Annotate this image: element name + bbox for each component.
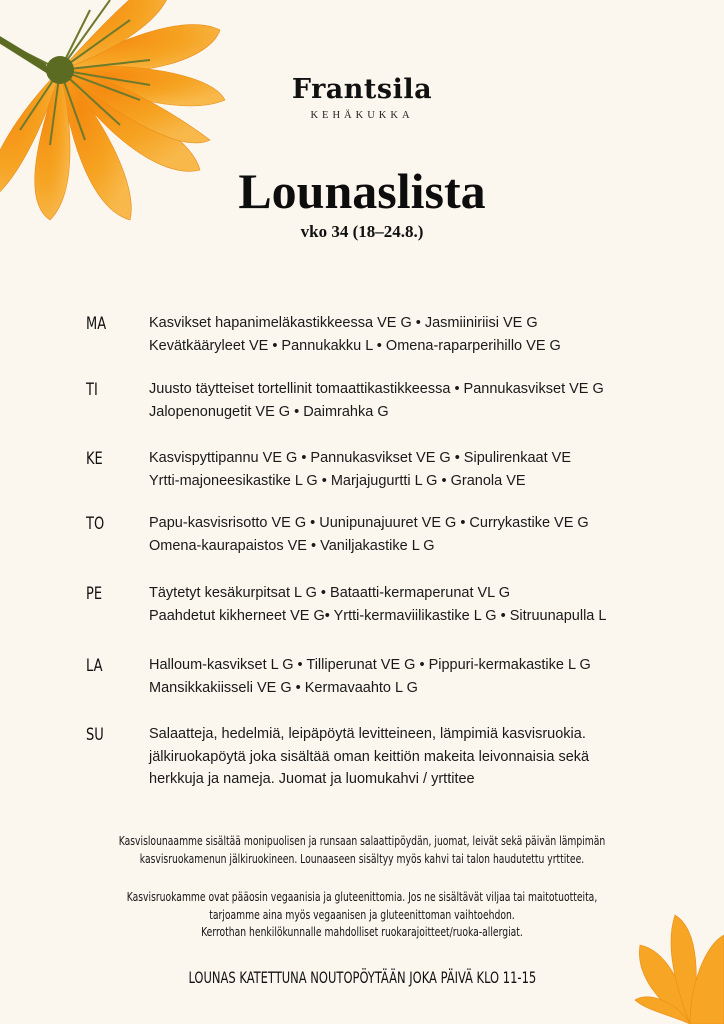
day-label: KE <box>86 449 103 469</box>
footer-line: kasvisruokamenun jälkiruokineen. Lounaaseen sisältyy myös kahvi tai talon haudutettu yrttitee. <box>139 850 585 866</box>
day-menu <box>149 312 694 357</box>
menu-line: Kevätkääryleet VE • Pannukakku L • Omena-raparperihillo VE G <box>149 337 561 354</box>
menu-line: Paahdetut kikherneet VE G• Yrtti-kermaviilikastike L G • Sitruunapulla L <box>149 607 607 624</box>
footer-line: Kasvisruokamme ovat pääosin vegaanisia ja gluteenittomia. Jos ne sisältävät viljaa tai maitotuotteita, <box>126 889 598 904</box>
day-label: TI <box>86 380 98 400</box>
footer-info-paragraph <box>0 832 724 867</box>
menu-line: Papu-kasvisrisotto VE G • Uunipunajuuret VE G • Currykastike VE G <box>149 515 589 531</box>
menu-line: Mansikkakiisseli VE G • Kermavaahto L G <box>149 679 418 696</box>
footer-line: Kasvislounaamme sisältää monipuolisen ja runsaan salaattipöydän, juomat, leivät sekä päivän lämpimän <box>118 833 606 848</box>
menu-line: Kasvikset hapanimeläkastikkeessa VE G • Jasmiiniriisi VE G <box>149 315 538 331</box>
menu-line: Salaatteja, hedelmiä, leipäpöytä levitteineen, lämpimiä kasvisruokia. <box>149 726 586 742</box>
page-title: Lounaslista <box>238 163 486 219</box>
footer-diet-paragraph <box>0 888 724 941</box>
menu-line: herkkuja ja nameja. Juomat ja luomukahvi / yrttitee <box>149 771 475 787</box>
menu-line: Juusto täytteiset tortellinit tomaattikastikkeessa • Pannukasvikset VE G <box>149 381 604 397</box>
day-menu <box>149 654 694 699</box>
menu-line: Yrtti-majoneesikastike L G • Marjajugurtti L G • Granola VE <box>149 472 526 489</box>
menu-line: Täytetyt kesäkurpitsat L G • Bataatti-kermaperunat VL G <box>149 585 511 601</box>
lunch-hours <box>0 968 724 987</box>
menu-line: Halloum-kasvikset L G • Tilliperunat VE G • Pippuri-kermakastike L G <box>149 657 591 673</box>
brand-subtitle: KEHÄKUKKA <box>310 110 414 121</box>
day-menu <box>149 512 694 557</box>
day-label: PE <box>86 584 103 604</box>
day-label: TO <box>86 514 105 534</box>
day-menu <box>149 582 694 627</box>
menu-line: Jalopenonugetit VE G • Daimrahka G <box>149 403 389 420</box>
footer-line: tarjoamme aina myös vegaanisen ja gluteenittoman vaihtoehdon. <box>209 906 515 922</box>
footer-line: Kerrothan henkilökunnalle mahdolliset ruokarajoitteet/ruoka-allergiat. <box>201 924 523 939</box>
day-label: LA <box>86 656 103 676</box>
lunch-hours-text: LOUNAS KATETTUNA NOUTOPÖYTÄÄN JOKA PÄIVÄ KLO 11-15 <box>188 968 536 987</box>
week-subtitle: vko 34 (18–24.8.) <box>300 222 424 241</box>
day-menu <box>149 378 694 423</box>
day-label: SU <box>86 725 104 745</box>
menu-line: Omena-kaurapaistos VE • Vaniljakastike L G <box>149 537 435 554</box>
menu-line: Kasvispyttipannu VE G • Pannukasvikset VE G • Sipulirenkaat VE <box>149 450 572 466</box>
brand-logo-text: Frantsila <box>291 74 433 105</box>
day-menu <box>149 447 694 492</box>
menu-line: jälkiruokapöytä joka sisältää oman keittiön makeita leivonnaisia sekä <box>149 748 590 765</box>
day-label: MA <box>86 314 107 334</box>
day-menu <box>149 723 694 791</box>
